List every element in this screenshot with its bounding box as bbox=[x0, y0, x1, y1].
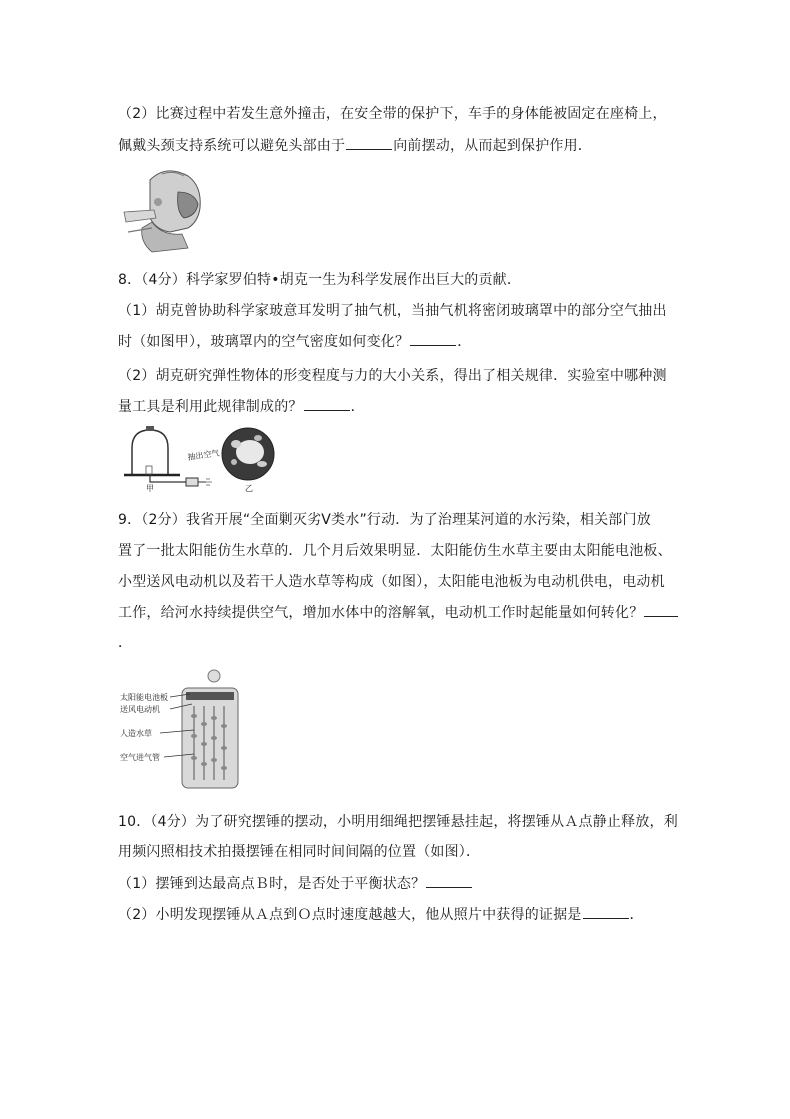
q8-p1-text-after-blank: ． bbox=[457, 334, 472, 350]
q9-line1: 9．（2分）我省开展“全面剿灭劣Ⅴ类水”行动．为了治理某河道的水污染，相关部门放 bbox=[118, 512, 651, 528]
q9-answer-blank[interactable] bbox=[644, 602, 678, 617]
q10-part1 bbox=[118, 873, 473, 894]
q10-p2-text-before-blank: （2）小明发现摆锤从Ａ点到Ｏ点时速度越越大，他从照片中获得的证据是 bbox=[118, 907, 582, 923]
q7-text-after-blank: 向前摆动，从而起到保护作用． bbox=[393, 138, 593, 154]
q8-p1-text-before-blank: 时（如图甲），玻璃罩内的空气密度如何变化？ bbox=[118, 334, 410, 350]
q7-part2-line1: （2）比赛过程中若发生意外撞击，在安全带的保护下，车手的身体能被固定在座椅上， bbox=[118, 106, 667, 122]
q7-answer-blank[interactable] bbox=[346, 135, 392, 150]
bell-jar-figure bbox=[120, 424, 285, 494]
q10-p1-answer-blank[interactable] bbox=[426, 873, 472, 888]
solar-grass-figure bbox=[120, 664, 250, 794]
label-motor: 送风电动机 bbox=[120, 705, 160, 714]
q9-line4 bbox=[118, 602, 679, 623]
figure-label-yi: 乙 bbox=[245, 484, 253, 493]
figure-label-jia: 甲 bbox=[146, 484, 154, 493]
q8-p2-text-after-blank: ． bbox=[350, 399, 365, 415]
q10-line2: 用频闪照相技术拍摄摆锤在相同时间间隔的位置（如图）． bbox=[118, 844, 481, 860]
q8-stem: 8．（4分）科学家罗伯特•胡克一生为科学发展作出巨大的贡献． bbox=[118, 272, 522, 288]
q8-part1-line2 bbox=[118, 331, 471, 352]
q8-part1-line1: （1）胡克曾协助科学家玻意耳发明了抽气机，当抽气机将密闭玻璃罩中的部分空气抽出 bbox=[118, 303, 667, 319]
q9-line3: 小型送风电动机以及若干人造水草等构成（如图），太阳能电池板为电动机供电，电动机 bbox=[118, 574, 665, 590]
q8-p2-answer-blank[interactable] bbox=[304, 396, 350, 411]
q9-line5: ． bbox=[118, 635, 133, 651]
q7-part2-line2 bbox=[118, 135, 592, 156]
q8-p1-answer-blank[interactable] bbox=[410, 331, 456, 346]
q9-text-before-blank: 工作，给河水持续提供空气，增加水体中的溶解氧，电动机工作时起能量如何转化？ bbox=[118, 605, 644, 621]
q10-p1-text: （1）摆锤到达最高点Ｂ时，是否处于平衡状态？ bbox=[118, 876, 426, 892]
q10-p2-answer-blank[interactable] bbox=[583, 904, 629, 919]
q8-p2-text-before-blank: 量工具是利用此规律制成的？ bbox=[118, 399, 303, 415]
q10-part2 bbox=[118, 904, 644, 925]
q10-p2-text-after-blank: ． bbox=[629, 907, 644, 923]
helmet-figure bbox=[122, 162, 208, 258]
label-artificial-grass: 人造水草 bbox=[120, 729, 152, 738]
label-solar-panel: 太阳能电池板 bbox=[120, 693, 168, 702]
pump-label: 抽出空气 bbox=[187, 448, 220, 462]
q9-line2: 置了一批太阳能仿生水草的．几个月后效果明显．太阳能仿生水草主要由太阳能电池板、 bbox=[118, 543, 672, 559]
q8-part2-line1: （2）胡克研究弹性物体的形变程度与力的大小关系，得出了相关规律．实验室中哪种测 bbox=[118, 368, 667, 384]
q10-line1: 10．（4分）为了研究摆锤的摆动，小明用细绳把摆锤悬挂起，将摆锤从Ａ点静止释放，利 bbox=[118, 814, 678, 830]
label-air-pipe: 空气进气管 bbox=[120, 753, 160, 762]
q7-text-before-blank: 佩戴头颈支持系统可以避免头部由于 bbox=[118, 138, 346, 154]
q8-part2-line2 bbox=[118, 396, 365, 417]
